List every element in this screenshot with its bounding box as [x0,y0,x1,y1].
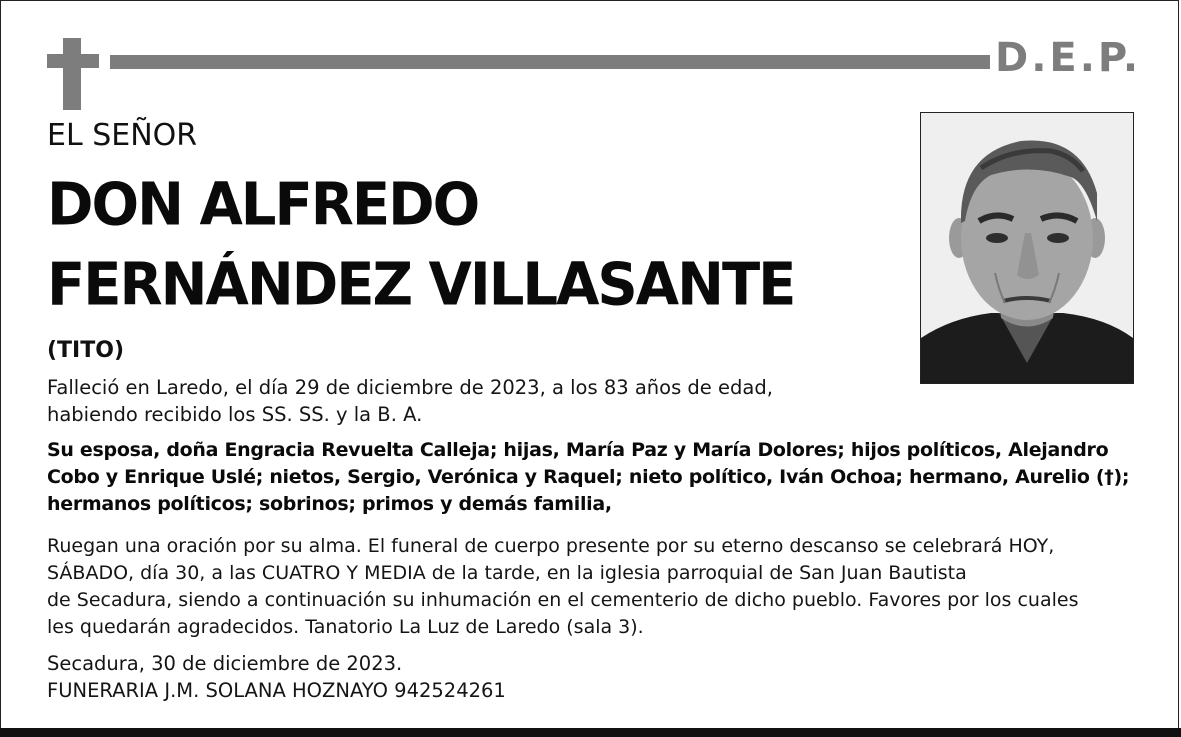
family-line: hermanos políticos; sobrinos; primos y demás familia, [47,493,612,515]
deceased-name-line1: DON ALFREDO [47,171,479,240]
header-rule [110,55,990,69]
funeral-line: Ruegan una oración por su alma. El funeral de cuerpo presente por su eterno descanso se celebrará HOY, [47,535,1055,557]
bottom-border [0,728,1181,737]
family-line: Cobo y Enrique Uslé; nietos, Sergio, Verónica y Raquel; nieto político, Iván Ochoa; hermano, Aurelio (†); [47,466,1130,488]
death-notice-line: Falleció en Laredo, el día 29 de diciembre de 2023, a los 83 años de edad, [47,376,773,399]
portrait-photo [920,112,1134,384]
place-date: Secadura, 30 de diciembre de 2023. [47,652,403,675]
funeral-line: les quedarán agradecidos. Tanatorio La Luz de Laredo (sala 3). [47,616,644,638]
dep-label: D.E.P. [995,35,1142,81]
title-prefix: EL SEÑOR [47,118,198,153]
deceased-name-line2: FERNÁNDEZ VILLASANTE [47,251,795,320]
death-notice [47,374,773,428]
funeral-line: de Secadura, siendo a continuación su inhumación en el cementerio de dicho pueblo. Favores por los cuales [47,589,1079,611]
family-line: Su esposa, doña Engracia Revuelta Calleja; hijas, María Paz y María Dolores; hijos políticos, Alejandro [47,439,1109,461]
funeral-home: FUNERARIA J.M. SOLANA HOZNAYO 942524261 [47,679,506,702]
family-list [47,437,1129,518]
nickname: (TITO) [47,338,125,363]
cross-icon [47,38,99,110]
notice-footer [47,650,506,704]
funeral-details [47,533,1078,641]
funeral-line: SÁBADO, día 30, a las CUATRO Y MEDIA de la tarde, en la iglesia parroquial de San Juan Bautista [47,562,967,584]
death-notice-line: habiendo recibido los SS. SS. y la B. A. [47,403,423,426]
